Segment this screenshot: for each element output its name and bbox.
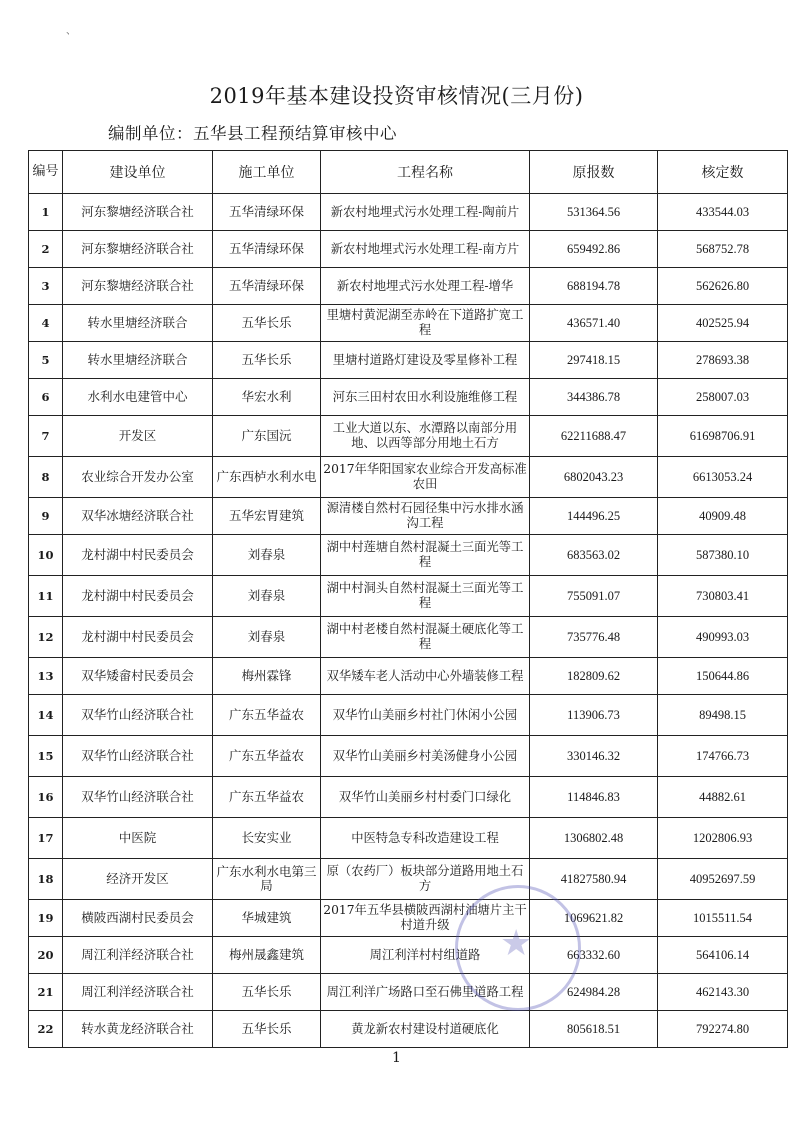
cell-approved: 792274.80 [658, 1011, 788, 1048]
cell-project: 湖中村莲塘自然村混凝土三面光等工程 [321, 535, 530, 576]
cell-project: 黄龙新农村建设村道硬底化 [321, 1011, 530, 1048]
cell-project: 双华竹山美丽乡村美汤健身小公园 [321, 736, 530, 777]
cell-approved: 564106.14 [658, 937, 788, 974]
cell-reported: 755091.07 [530, 576, 658, 617]
cell-builder: 转水黄龙经济联合社 [63, 1011, 213, 1048]
table-row [29, 498, 788, 535]
cell-builder: 河东黎塘经济联合社 [63, 268, 213, 305]
cell-no: 7 [29, 416, 63, 457]
cell-builder: 双华竹山经济联合社 [63, 695, 213, 736]
cell-approved: 258007.03 [658, 379, 788, 416]
cell-reported: 297418.15 [530, 342, 658, 379]
cell-reported: 531364.56 [530, 194, 658, 231]
cell-approved: 402525.94 [658, 305, 788, 342]
cell-approved: 730803.41 [658, 576, 788, 617]
cell-reported: 1069621.82 [530, 900, 658, 937]
cell-no: 13 [29, 658, 63, 695]
cell-approved: 89498.15 [658, 695, 788, 736]
cell-no: 2 [29, 231, 63, 268]
cell-project: 双华竹山美丽乡村社门休闲小公园 [321, 695, 530, 736]
cell-contractor: 刘春泉 [213, 535, 321, 576]
cell-approved: 587380.10 [658, 535, 788, 576]
corner-mark: 、 [66, 26, 76, 37]
cell-no: 5 [29, 342, 63, 379]
cell-contractor: 梅州晟鑫建筑 [213, 937, 321, 974]
cell-reported: 805618.51 [530, 1011, 658, 1048]
cell-builder: 双华冰塘经济联合社 [63, 498, 213, 535]
cell-no: 6 [29, 379, 63, 416]
cell-builder: 龙村湖中村民委员会 [63, 576, 213, 617]
cell-contractor: 广东五华益农 [213, 777, 321, 818]
cell-contractor: 刘春泉 [213, 576, 321, 617]
cell-no: 21 [29, 974, 63, 1011]
cell-approved: 278693.38 [658, 342, 788, 379]
cell-reported: 182809.62 [530, 658, 658, 695]
table-row [29, 576, 788, 617]
cell-contractor: 广东水利水电第三局 [213, 859, 321, 900]
cell-builder: 双华竹山经济联合社 [63, 777, 213, 818]
cell-contractor: 华城建筑 [213, 900, 321, 937]
cell-no: 9 [29, 498, 63, 535]
audit-table [28, 150, 788, 1048]
cell-project: 双华竹山美丽乡村村委门口绿化 [321, 777, 530, 818]
cell-project: 2017年五华县横陂西湖村油塘片主干村道升级 [321, 900, 530, 937]
cell-builder: 水利水电建管中心 [63, 379, 213, 416]
cell-approved: 174766.73 [658, 736, 788, 777]
cell-approved: 40952697.59 [658, 859, 788, 900]
cell-project: 湖中村老楼自然村混凝土硬底化等工程 [321, 617, 530, 658]
cell-reported: 1306802.48 [530, 818, 658, 859]
cell-reported: 436571.40 [530, 305, 658, 342]
cell-reported: 735776.48 [530, 617, 658, 658]
table-header-row [29, 151, 788, 194]
cell-project: 新农村地埋式污水处理工程-南方片 [321, 231, 530, 268]
cell-contractor: 五华清绿环保 [213, 194, 321, 231]
cell-project: 双华矮车老人活动中心外墙装修工程 [321, 658, 530, 695]
cell-approved: 562626.80 [658, 268, 788, 305]
cell-reported: 114846.83 [530, 777, 658, 818]
cell-contractor: 五华长乐 [213, 974, 321, 1011]
table-row [29, 617, 788, 658]
cell-no: 10 [29, 535, 63, 576]
cell-approved: 568752.78 [658, 231, 788, 268]
cell-builder: 横陂西湖村民委员会 [63, 900, 213, 937]
cell-contractor: 华宏水利 [213, 379, 321, 416]
header-reported: 原报数 [530, 151, 658, 194]
table-row [29, 1011, 788, 1048]
cell-project: 里塘村道路灯建设及零星修补工程 [321, 342, 530, 379]
cell-project: 中医特急专科改造建设工程 [321, 818, 530, 859]
table-row [29, 416, 788, 457]
cell-contractor: 五华清绿环保 [213, 268, 321, 305]
table-row [29, 268, 788, 305]
cell-approved: 44882.61 [658, 777, 788, 818]
cell-builder: 河东黎塘经济联合社 [63, 194, 213, 231]
cell-builder: 农业综合开发办公室 [63, 457, 213, 498]
cell-contractor: 梅州霖锋 [213, 658, 321, 695]
header-no: 编号 [29, 151, 63, 194]
cell-approved: 40909.48 [658, 498, 788, 535]
cell-project: 原（农药厂）板块部分道路用地土石方 [321, 859, 530, 900]
cell-no: 8 [29, 457, 63, 498]
cell-project: 2017年华阳国家农业综合开发高标准农田 [321, 457, 530, 498]
table-row [29, 535, 788, 576]
cell-builder: 周江利洋经济联合社 [63, 974, 213, 1011]
cell-reported: 41827580.94 [530, 859, 658, 900]
cell-reported: 688194.78 [530, 268, 658, 305]
cell-reported: 663332.60 [530, 937, 658, 974]
table-row [29, 777, 788, 818]
document-title: 2019年基本建设投资审核情况(三月份) [209, 84, 584, 108]
cell-builder: 双华矮畲村民委员会 [63, 658, 213, 695]
cell-no: 11 [29, 576, 63, 617]
cell-builder: 龙村湖中村民委员会 [63, 535, 213, 576]
cell-no: 19 [29, 900, 63, 937]
cell-reported: 6802043.23 [530, 457, 658, 498]
page-number: 1 [392, 1050, 401, 1066]
cell-approved: 462143.30 [658, 974, 788, 1011]
cell-reported: 113906.73 [530, 695, 658, 736]
cell-no: 4 [29, 305, 63, 342]
table-row [29, 859, 788, 900]
cell-reported: 344386.78 [530, 379, 658, 416]
cell-project: 新农村地埋式污水处理工程-陶前片 [321, 194, 530, 231]
cell-no: 1 [29, 194, 63, 231]
table-row [29, 736, 788, 777]
cell-builder: 龙村湖中村民委员会 [63, 617, 213, 658]
header-approved: 核定数 [658, 151, 788, 194]
cell-builder: 转水里塘经济联合 [63, 342, 213, 379]
cell-contractor: 五华长乐 [213, 1011, 321, 1048]
header-builder: 建设单位 [63, 151, 213, 194]
header-project: 工程名称 [321, 151, 530, 194]
cell-reported: 624984.28 [530, 974, 658, 1011]
cell-contractor: 广东国沅 [213, 416, 321, 457]
cell-approved: 61698706.91 [658, 416, 788, 457]
cell-no: 16 [29, 777, 63, 818]
cell-no: 17 [29, 818, 63, 859]
cell-project: 湖中村洞头自然村混凝土三面光等工程 [321, 576, 530, 617]
cell-builder: 双华竹山经济联合社 [63, 736, 213, 777]
table-row [29, 231, 788, 268]
cell-builder: 中医院 [63, 818, 213, 859]
cell-project: 周江利洋村村组道路 [321, 937, 530, 974]
cell-builder: 周江利洋经济联合社 [63, 937, 213, 974]
cell-builder: 河东黎塘经济联合社 [63, 231, 213, 268]
cell-no: 22 [29, 1011, 63, 1048]
cell-project: 里塘村黄泥湖至赤岭在下道路扩宽工程 [321, 305, 530, 342]
table-row [29, 658, 788, 695]
cell-project: 河东三田村农田水利设施维修工程 [321, 379, 530, 416]
cell-no: 15 [29, 736, 63, 777]
cell-contractor: 五华长乐 [213, 342, 321, 379]
cell-reported: 659492.86 [530, 231, 658, 268]
cell-contractor: 广东五华益农 [213, 736, 321, 777]
cell-project: 工业大道以东、水潭路以南部分用地、以西等部分用地土石方 [321, 416, 530, 457]
table-row [29, 974, 788, 1011]
cell-project: 周江利洋广场路口至石佛里道路工程 [321, 974, 530, 1011]
cell-reported: 330146.32 [530, 736, 658, 777]
compiling-unit: 编制单位：五华县工程预结算审核中心 [108, 124, 397, 143]
cell-no: 18 [29, 859, 63, 900]
cell-contractor: 广东五华益农 [213, 695, 321, 736]
table-row [29, 457, 788, 498]
cell-no: 3 [29, 268, 63, 305]
cell-no: 20 [29, 937, 63, 974]
table-row [29, 900, 788, 937]
cell-contractor: 长安实业 [213, 818, 321, 859]
official-seal [455, 885, 581, 1011]
table-row [29, 305, 788, 342]
cell-no: 12 [29, 617, 63, 658]
table-row [29, 818, 788, 859]
cell-reported: 144496.25 [530, 498, 658, 535]
cell-project: 新农村地埋式污水处理工程-增华 [321, 268, 530, 305]
table-row [29, 695, 788, 736]
cell-approved: 1202806.93 [658, 818, 788, 859]
cell-contractor: 广东西栌水利水电 [213, 457, 321, 498]
cell-builder: 经济开发区 [63, 859, 213, 900]
cell-reported: 683563.02 [530, 535, 658, 576]
cell-approved: 1015511.54 [658, 900, 788, 937]
cell-approved: 433544.03 [658, 194, 788, 231]
cell-no: 14 [29, 695, 63, 736]
cell-builder: 转水里塘经济联合 [63, 305, 213, 342]
cell-project: 源清楼自然村石园径集中污水排水涵沟工程 [321, 498, 530, 535]
table-row [29, 342, 788, 379]
cell-builder: 开发区 [63, 416, 213, 457]
cell-reported: 62211688.47 [530, 416, 658, 457]
table-row [29, 379, 788, 416]
cell-contractor: 刘春泉 [213, 617, 321, 658]
header-contractor: 施工单位 [213, 151, 321, 194]
cell-contractor: 五华长乐 [213, 305, 321, 342]
cell-contractor: 五华清绿环保 [213, 231, 321, 268]
cell-approved: 6613053.24 [658, 457, 788, 498]
table-row [29, 194, 788, 231]
cell-contractor: 五华宏胃建筑 [213, 498, 321, 535]
table-row [29, 937, 788, 974]
cell-approved: 490993.03 [658, 617, 788, 658]
cell-approved: 150644.86 [658, 658, 788, 695]
